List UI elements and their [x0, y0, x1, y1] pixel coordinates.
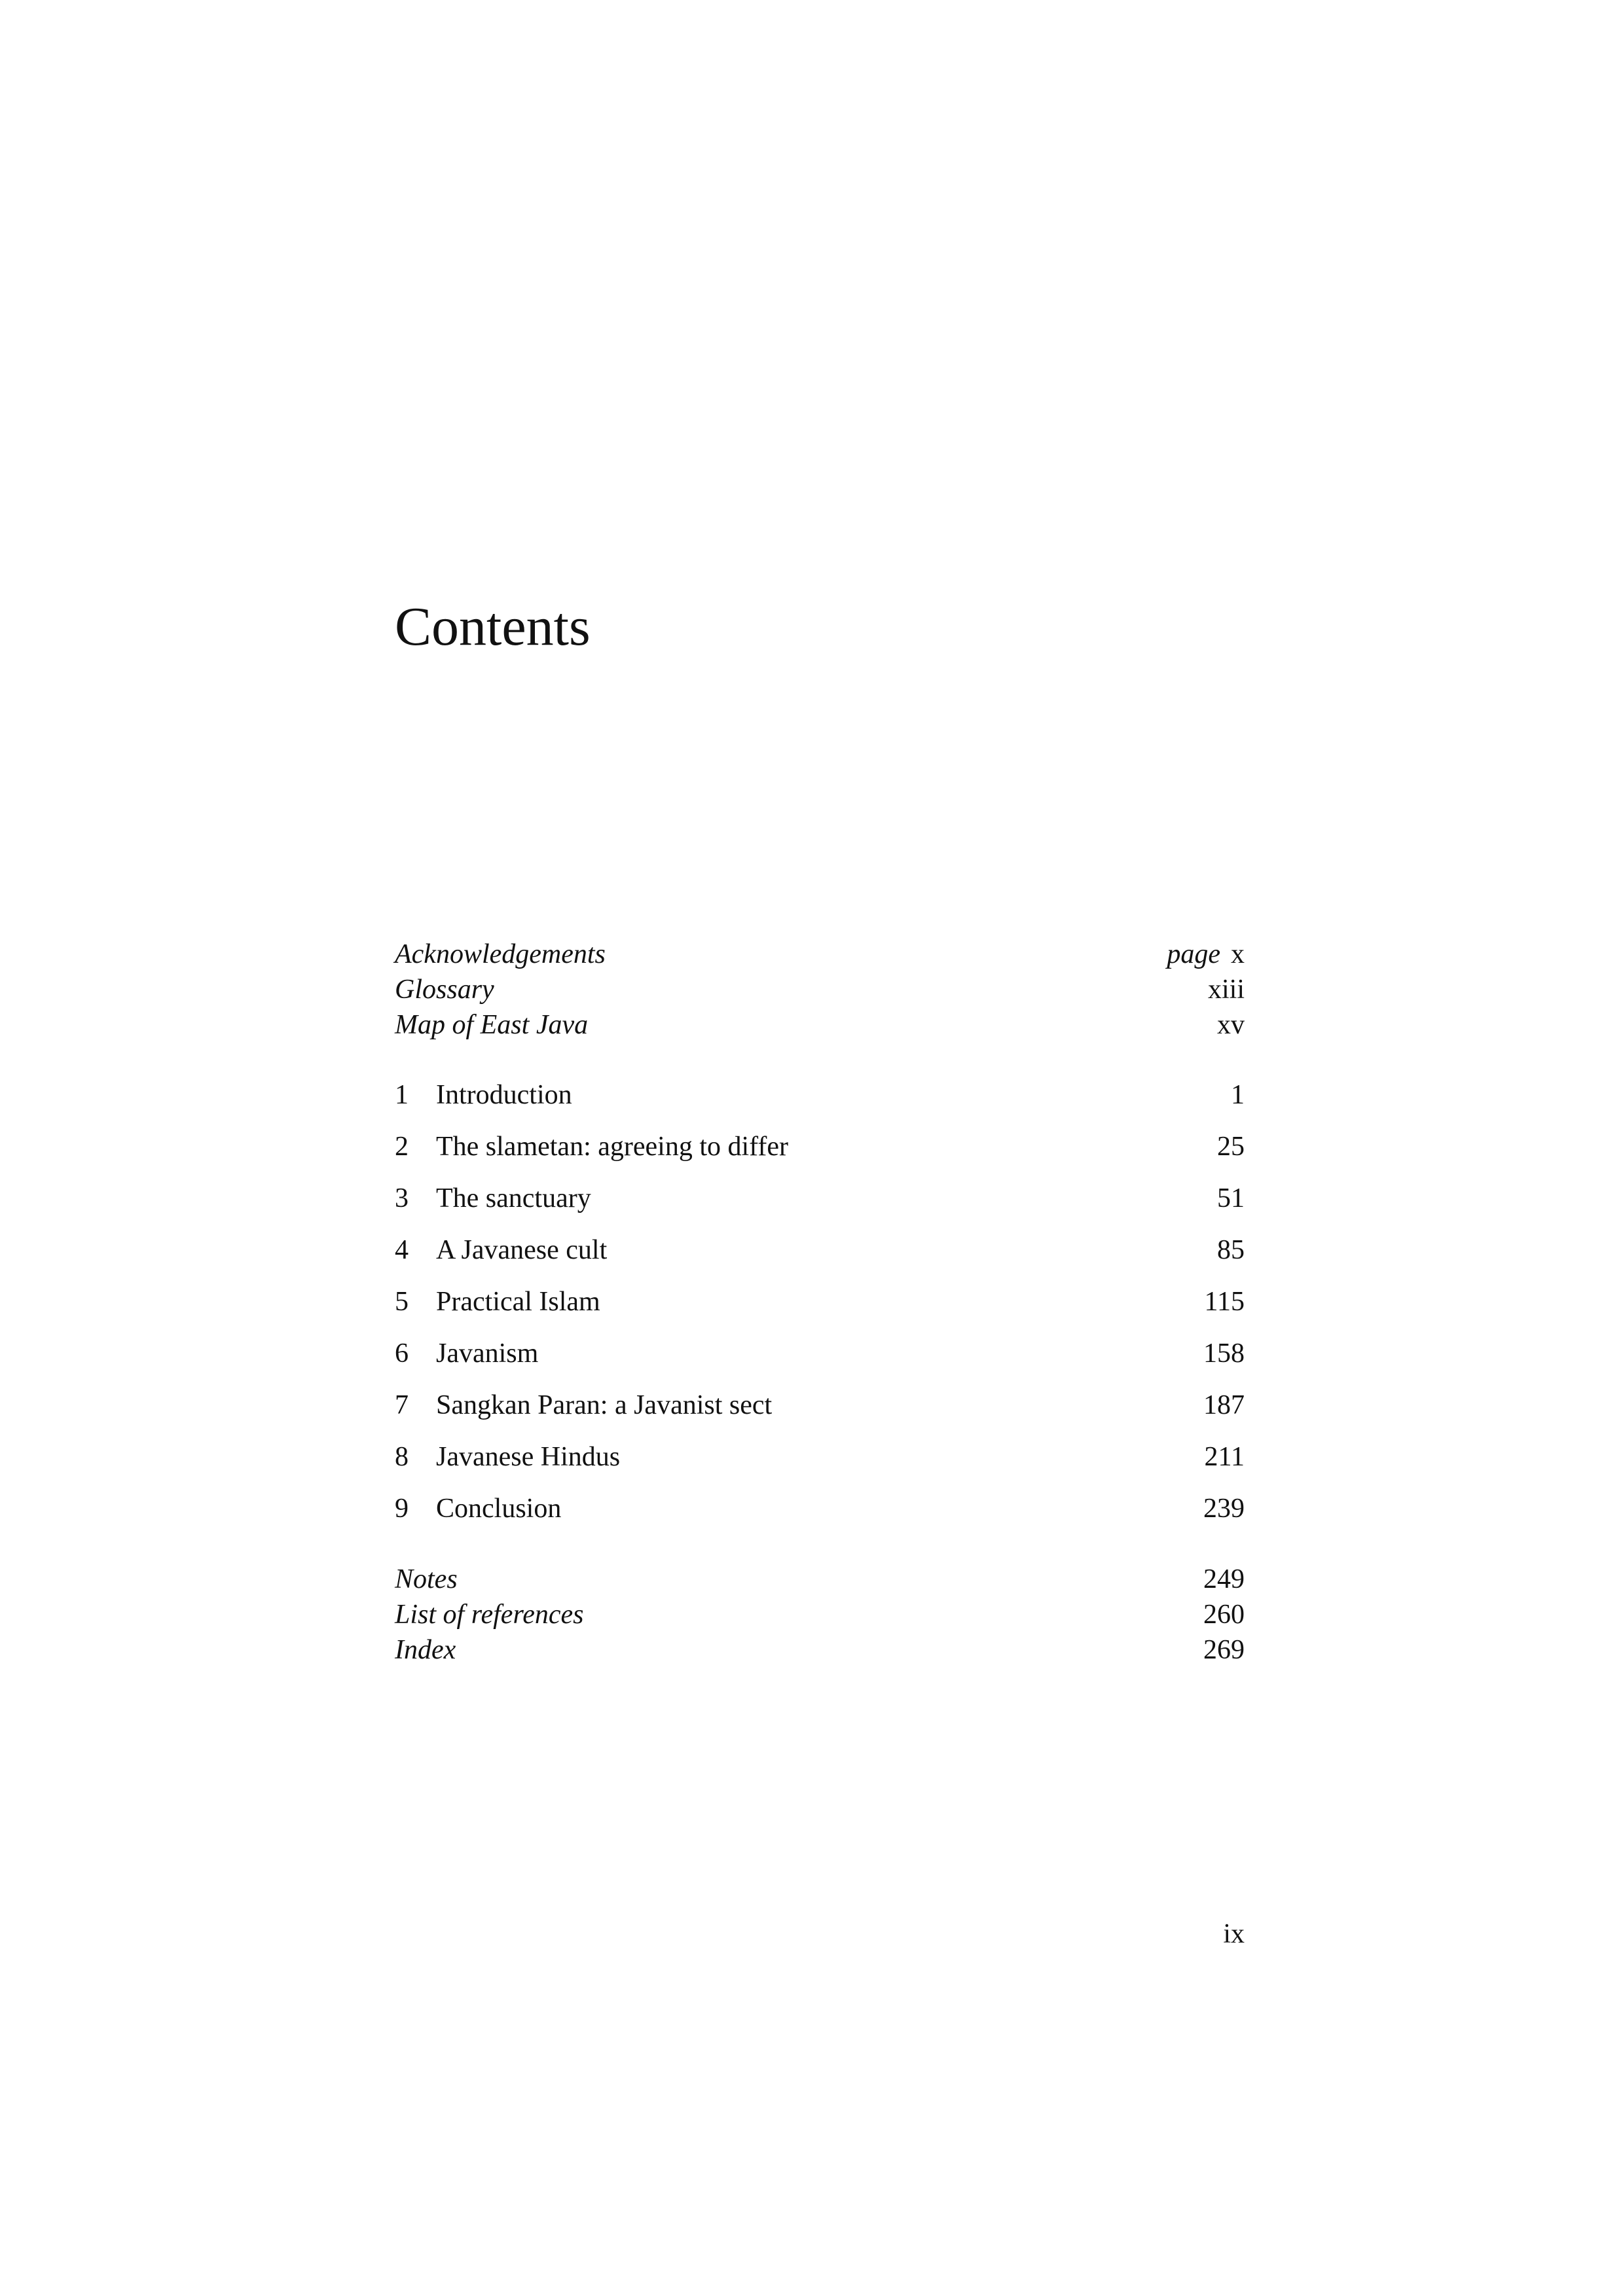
toc-entry-page-number: x: [1231, 939, 1245, 969]
page-folio: ix: [1223, 1919, 1245, 1949]
page-prefix: page: [1167, 939, 1220, 969]
chapter-number: 1: [395, 1080, 409, 1110]
toc-entry-notes: [395, 1560, 1245, 1599]
toc-chapter-8: [395, 1437, 1245, 1477]
chapter-page: 115: [1204, 1287, 1245, 1317]
chapter-number: 8: [395, 1442, 409, 1472]
toc-entry-references: [395, 1595, 1245, 1634]
chapter-number: 5: [395, 1287, 409, 1317]
chapter-page: 85: [1217, 1235, 1245, 1265]
toc-entry-page: 260: [1203, 1600, 1245, 1630]
chapter-page: 25: [1217, 1132, 1245, 1162]
toc-entry-label: Map of East Java: [395, 1010, 589, 1040]
chapter-title: A Javanese cult: [436, 1235, 608, 1265]
toc-chapter-1: [395, 1075, 1245, 1115]
toc-chapter-7: [395, 1386, 1245, 1425]
chapter-title: Conclusion: [436, 1494, 562, 1524]
toc-entry-map: [395, 1005, 1245, 1045]
chapter-number: 2: [395, 1132, 409, 1162]
chapter-page: 187: [1203, 1390, 1245, 1420]
chapter-number: 9: [395, 1494, 409, 1524]
chapter-title: Sangkan Paran: a Javanist sect: [436, 1390, 773, 1420]
chapter-page: 158: [1203, 1338, 1245, 1369]
toc-entry-label: Index: [395, 1635, 456, 1665]
toc-entry-label: Notes: [395, 1564, 458, 1594]
chapter-number: 7: [395, 1390, 409, 1420]
toc-entry-page: 249: [1203, 1564, 1245, 1594]
toc-entry-page: [1167, 935, 1245, 974]
toc-entry-page: xv: [1217, 1010, 1245, 1040]
toc-entry-page: 269: [1203, 1635, 1245, 1665]
table-of-contents: [395, 0, 1245, 2296]
toc-entry-page: xiii: [1207, 975, 1245, 1005]
chapter-page: 211: [1204, 1442, 1245, 1472]
chapter-title: The sanctuary: [436, 1183, 591, 1213]
toc-chapter-9: [395, 1489, 1245, 1528]
toc-entry-acknowledgements: [395, 935, 1245, 974]
chapter-page: 1: [1231, 1080, 1245, 1110]
page-title: Contents: [395, 596, 591, 657]
toc-chapter-4: [395, 1230, 1245, 1270]
chapter-title: Introduction: [436, 1080, 572, 1110]
toc-chapter-5: [395, 1282, 1245, 1321]
chapter-title: Javanism: [436, 1338, 539, 1369]
toc-entry-label: Acknowledgements: [395, 939, 606, 969]
toc-entry-label: List of references: [395, 1600, 584, 1630]
chapter-title: Javanese Hindus: [436, 1442, 621, 1472]
toc-entry-glossary: [395, 970, 1245, 1009]
toc-chapter-3: [395, 1179, 1245, 1218]
chapter-title: The slametan: agreeing to differ: [436, 1132, 789, 1162]
toc-entry-label: Glossary: [395, 975, 494, 1005]
toc-entry-index: [395, 1630, 1245, 1670]
chapter-page: 239: [1203, 1494, 1245, 1524]
chapter-number: 4: [395, 1235, 409, 1265]
toc-chapter-2: [395, 1127, 1245, 1166]
chapter-number: 3: [395, 1183, 409, 1213]
chapter-title: Practical Islam: [436, 1287, 600, 1317]
toc-chapter-6: [395, 1334, 1245, 1373]
chapter-number: 6: [395, 1338, 409, 1369]
chapter-page: 51: [1217, 1183, 1245, 1213]
